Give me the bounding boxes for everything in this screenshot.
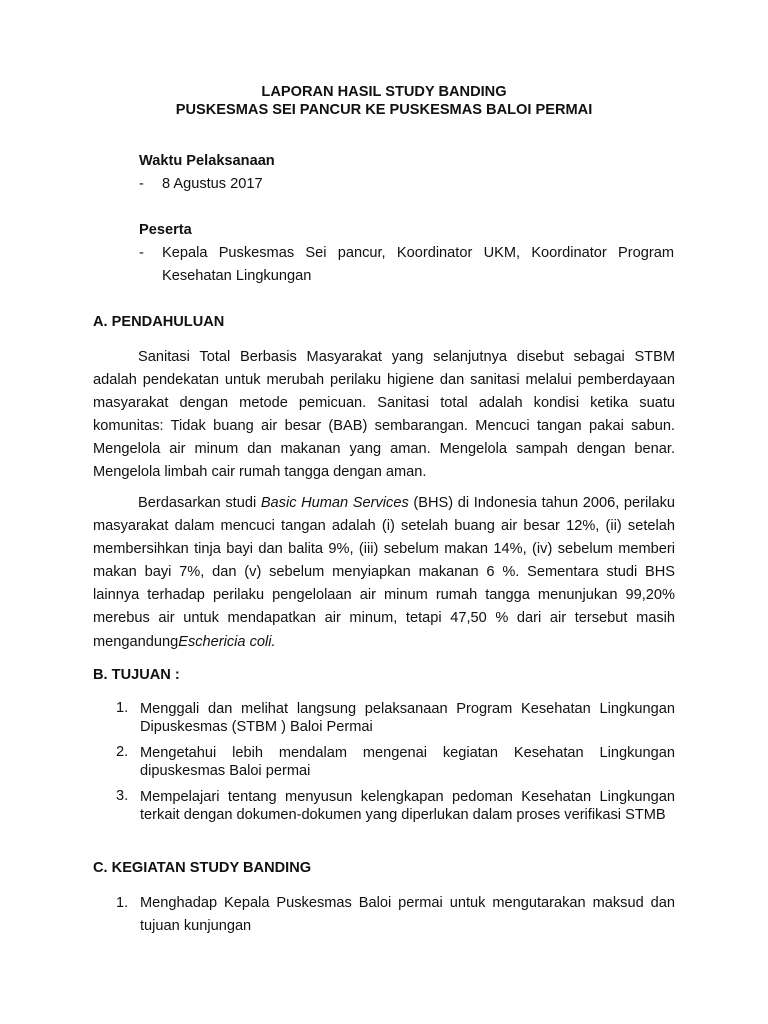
- section-a-heading: A. PENDAHULUAN: [93, 314, 225, 330]
- list-item-text: Mempelajari tentang menyusun kelengkapan pedoman Kesehatan Lingkungan terkait dengan dokumen-dokumen yang diperlukan dalam proses verifikasi STMB: [140, 789, 675, 823]
- waktu-heading: Waktu Pelaksanaan: [139, 153, 275, 169]
- peserta-heading: Peserta: [139, 222, 192, 238]
- list-item-number: 3.: [116, 788, 129, 804]
- section-a-paragraph-1-text: Sanitasi Total Berbasis Masyarakat yang selanjutnya disebut sebagai STBM adalah pendekatan untuk merubah perilaku higiene dan sanitasi melalui pemberdayaan masyarakat dengan metode pemicuan. Sanitasi total adalah kondisi ketika suatu komunitas: Tidak buang air besar (BAB) sembarangan. Mencuci tangan pakai sabun. Mengelola air minum dan makanan yang aman. Mengelola sampah dengan benar. Mengelola limbah cair rumah tangga dengan aman.: [93, 349, 675, 481]
- list-item-text: Menggali dan melihat langsung pelaksanaan Program Kesehatan Lingkungan Dipuskesmas (STBM ) Baloi Permai: [140, 701, 675, 735]
- section-a-paragraph-2: [93, 492, 675, 654]
- document-title-line2: PUSKESMAS SEI PANCUR KE PUSKESMAS BALOI PERMAI: [175, 102, 593, 118]
- waktu-value: 8 Agustus 2017: [162, 176, 263, 192]
- list-item-number: 1.: [116, 700, 129, 716]
- list-item-number: 1.: [116, 895, 129, 911]
- section-a-paragraph-2-italic: Basic Human Services: [260, 495, 409, 511]
- section-c-heading: C. KEGIATAN STUDY BANDING: [93, 860, 312, 876]
- peserta-bullet: -: [139, 245, 144, 261]
- waktu-bullet: -: [139, 176, 144, 192]
- list-item-text: Mengetahui lebih mendalam mengenai kegiatan Kesehatan Lingkungan dipuskesmas Baloi permai: [140, 745, 675, 779]
- section-a-paragraph-2-italic-end: Eschericia coli.: [178, 633, 276, 650]
- list-item-text: Menghadap Kepala Puskesmas Baloi permai untuk mengutarakan maksud dan tujuan kunjungan: [140, 895, 675, 934]
- section-a-paragraph-2-pre: Berdasarkan studi: [138, 495, 261, 511]
- peserta-line2: Kesehatan Lingkungan: [162, 268, 312, 284]
- section-a-paragraph-2-post: (BHS) di Indonesia tahun 2006, perilaku masyarakat dalam mencuci tangan adalah (i) setelah buang air besar 12%, (ii) setelah membersihkan tinja bayi dan balita 9%, (iii) sebelum makan 14%, (iv) sebelum memberi makan bayi 7%, dan (v) sebelum menyiapkan makanan 6 %. Sementara studi BHS lainnya terhadap perilaku pengelolaan air minum rumah tangga menunjukan 99,20% merebus air untuk mendapatkan air minum, tetapi 47,50 % dari air tersebut masih mengandung: [93, 495, 675, 650]
- section-b-heading: B. TUJUAN :: [93, 667, 180, 683]
- document-title-line1: LAPORAN HASIL STUDY BANDING: [261, 84, 507, 100]
- peserta-line1: Kepala Puskesmas Sei pancur, Koordinator UKM, Koordinator Program: [162, 245, 674, 261]
- section-a-paragraph-1: [93, 346, 675, 485]
- list-item-number: 2.: [116, 744, 129, 760]
